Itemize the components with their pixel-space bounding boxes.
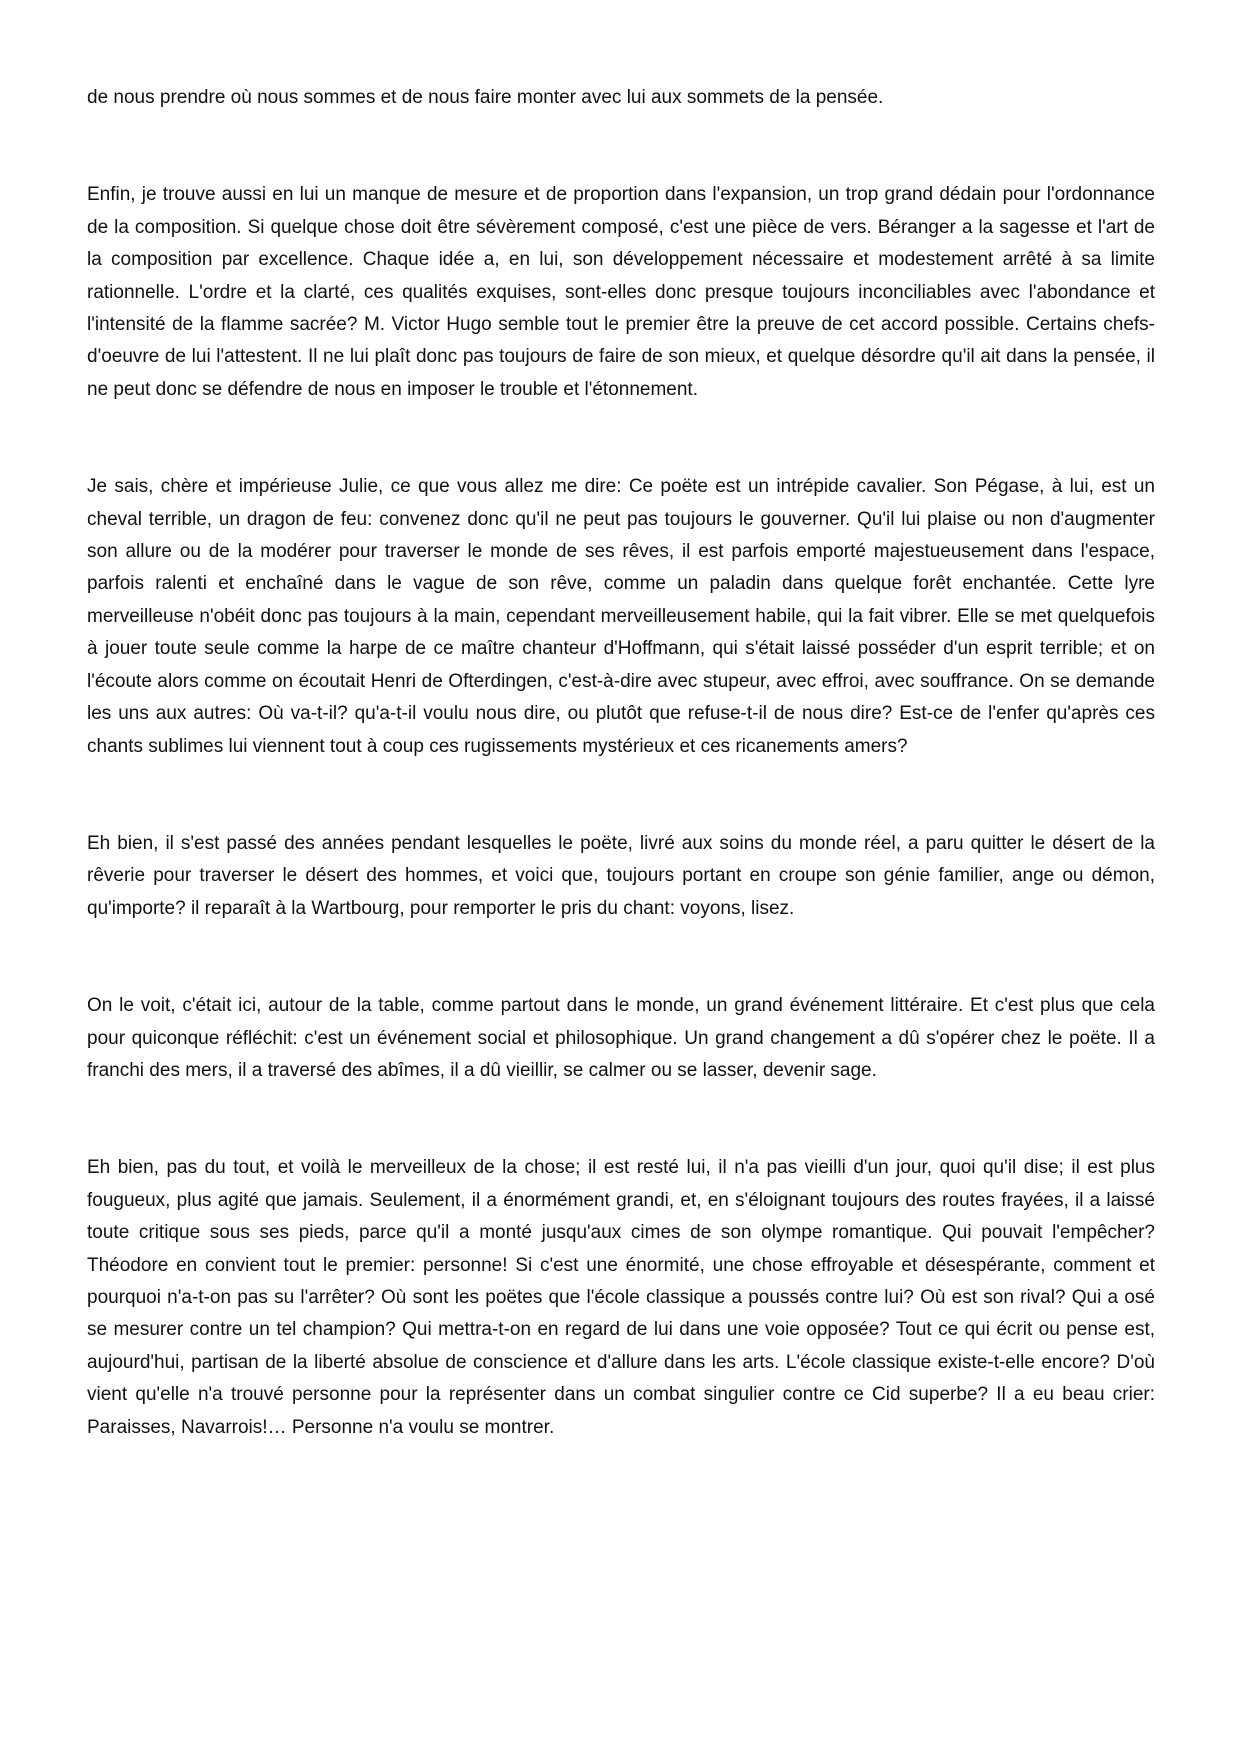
paragraph-4: Eh bien, il s'est passé des années pendant lesquelles le poëte, livré aux soins du monde réel, a paru quitter le désert de la rêverie pour traverser le désert des hommes, et voici que, toujours portant en croupe son génie familier, ange ou démon, qu'importe? il reparaît à la Wartbourg, pour remporter le pris du chant: voyons, lisez. <box>87 832 1155 919</box>
paragraph-3: Je sais, chère et impérieuse Julie, ce que vous allez me dire: Ce poëte est un intrépide cavalier. Son Pégase, à lui, est un cheval terrible, un dragon de feu: convenez donc qu'il ne peut pas toujours le gouverner. Qu'il lui plaise ou non d'augmenter son allure ou de la modérer pour traverser le monde de ses rêves, il est parfois emporté majestueusement dans l'espace, parfois ralenti et enchaîné dans le vague de son rêve, comme un paladin dans quelque forêt enchantée. Cette lyre merveilleuse n'obéit donc pas toujours à la main, cependant merveilleusement habile, qui la fait vibrer. Elle se met quelquefois à jouer toute seule comme la harpe de ce maître chanteur d'Hoffmann, qui s'était laissé posséder d'un esprit terrible; et on l'écoute alors comme on écoutait Henri de Ofterdingen, c'est-à-dire avec stupeur, avec effroi, avec souffrance. On se demande les uns aux autres: Où va-t-il? qu'a-t-il voulu nous dire, ou plutôt que refuse-t-il de nous dire? Est-ce de l'enfer qu'après ces chants sublimes lui viennent tout à coup ces rugissements mystérieux et ces ricanements amers? <box>87 476 1155 757</box>
paragraph-1: de nous prendre où nous sommes et de nous faire monter avec lui aux sommets de la pensée. <box>87 87 884 108</box>
paragraph-6: Eh bien, pas du tout, et voilà le merveilleux de la chose; il est resté lui, il n'a pas vieilli d'un jour, quoi qu'il dise; il est plus fougueux, plus agité que jamais. Seulement, il a énormément grandi, et, en s'éloignant toujours des routes frayées, il a laissé toute critique sous ses pieds, parce qu'il a monté jusqu'aux cimes de son olympe romantique. Qui pouvait l'empêcher? Théodore en convient tout le premier: personne! Si c'est une énormité, une chose effroyable et désespérante, comment et pourquoi n'a-t-on pas su l'arrêter? Où sont les poëtes que l'école classique a poussés contre lui? Où est son rival? Qui a osé se mesurer contre un tel champion? Qui mettra-t-on en regard de lui dans une voie opposée? Tout ce qui écrit ou pense est, aujourd'hui, partisan de la liberté absolue de conscience et d'allure dans les arts. L'école classique existe-t-elle encore? D'où vient qu'elle n'a trouvé personne pour la représenter dans un combat singulier contre ce Cid superbe? Il a eu beau crier: Paraisses, Navarrois!… Personne n'a voulu se montrer. <box>87 1157 1155 1438</box>
paragraph-5: On le voit, c'était ici, autour de la table, comme partout dans le monde, un grand événement littéraire. Et c'est plus que cela pour quiconque réfléchit: c'est un événement social et philosophique. Un grand changement a dû s'opérer chez le poëte. Il a franchi des mers, il a traversé des abîmes, il a dû vieillir, se calmer ou se lasser, devenir sage. <box>87 995 1155 1081</box>
paragraph-2: Enfin, je trouve aussi en lui un manque de mesure et de proportion dans l'expansion, un trop grand dédain pour l'ordonnance de la composition. Si quelque chose doit être sévèrement composé, c'est une pièce de vers. Béranger a la sagesse et l'art de la composition par excellence. Chaque idée a, en lui, son développement nécessaire et modestement arrêté à sa limite rationnelle. L'ordre et la clarté, ces qualités exquises, sont-elles donc presque toujours inconciliables avec l'abondance et l'intensité de la flamme sacrée? M. Victor Hugo semble tout le premier être la preuve de cet accord possible. Certains chefs-d'oeuvre de lui l'attestent. Il ne lui plaît donc pas toujours de faire de son mieux, et quelque désordre qu'il ait dans la pensée, il ne peut donc se défendre de nous en imposer le trouble et l'étonnement. <box>87 184 1155 400</box>
document-page <box>87 82 1155 1444</box>
